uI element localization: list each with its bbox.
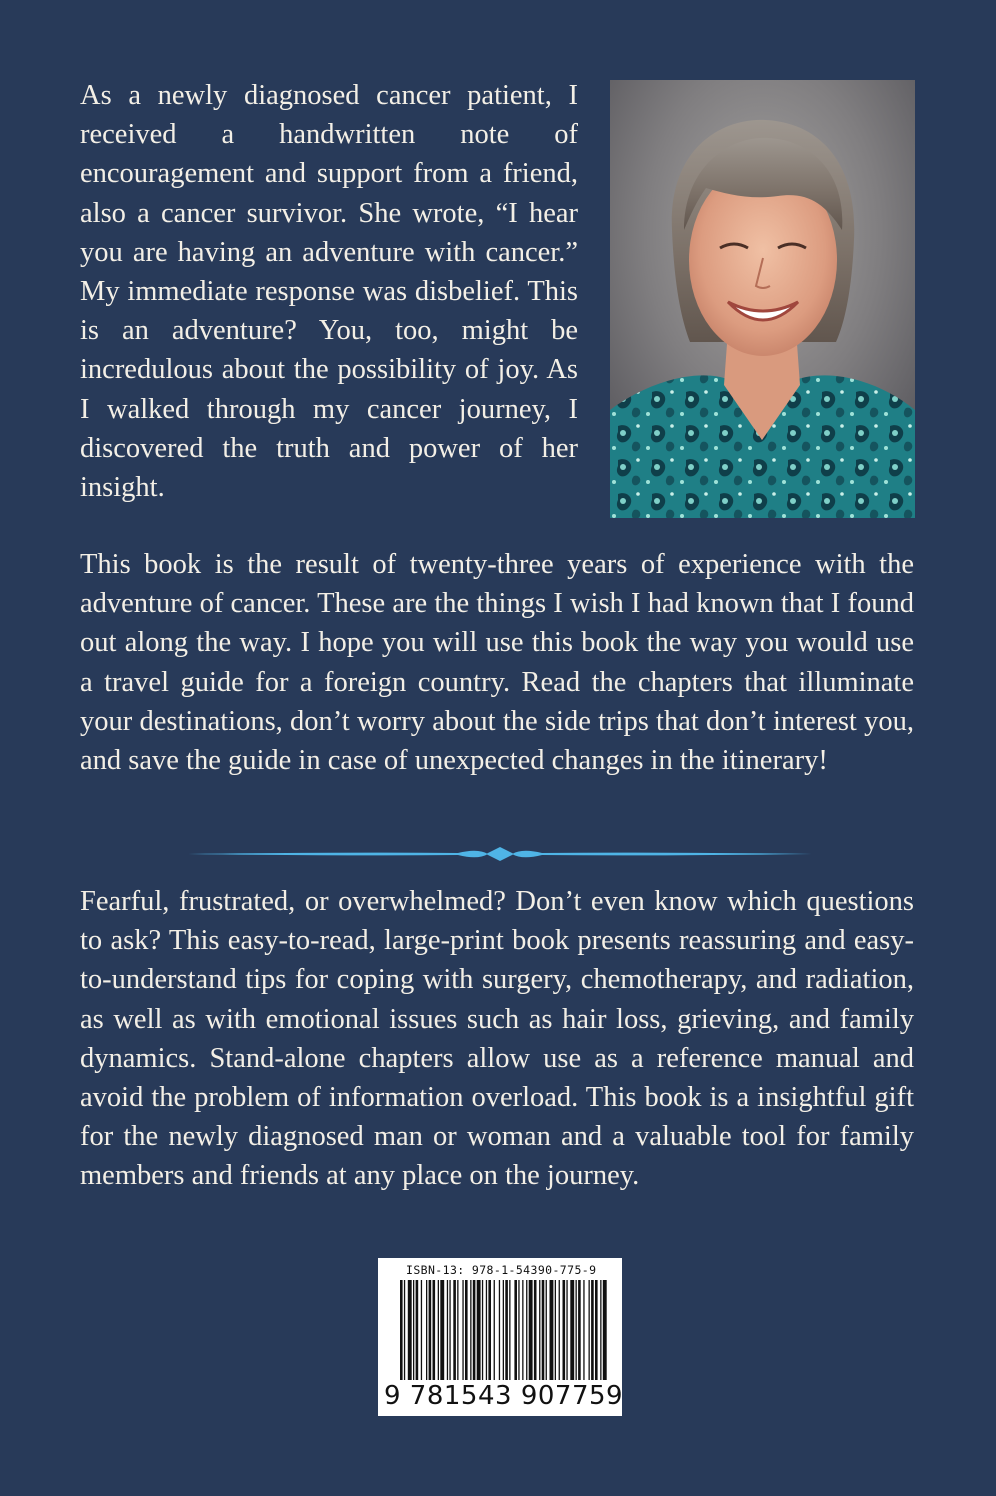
barcode-bar <box>546 1280 547 1380</box>
barcode-bar <box>534 1280 537 1380</box>
barcode-bar <box>529 1280 533 1380</box>
barcode-bar <box>578 1280 581 1380</box>
barcode-bar <box>433 1280 436 1380</box>
barcode-bar <box>514 1280 517 1380</box>
barcode-bar <box>603 1280 607 1380</box>
barcode-bar <box>542 1280 545 1380</box>
barcode-bar <box>477 1280 481 1380</box>
barcode-bar <box>509 1280 510 1380</box>
barcode-bar <box>591 1280 594 1380</box>
barcode-bar <box>505 1280 508 1380</box>
barcode-bar <box>539 1280 540 1380</box>
barcode-bar <box>550 1280 554 1380</box>
barcode-bar <box>559 1280 560 1380</box>
barcode-bar <box>488 1280 491 1380</box>
barcode-bar <box>555 1280 556 1380</box>
barcode-bar <box>570 1280 574 1380</box>
barcode-bar <box>421 1280 422 1380</box>
ornamental-divider <box>188 844 812 864</box>
barcode-bar <box>563 1280 566 1380</box>
barcode-bar <box>447 1280 448 1380</box>
barcode-bar <box>486 1280 487 1380</box>
barcode-bar <box>503 1280 504 1380</box>
barcode-bar <box>426 1280 427 1380</box>
barcode-bar <box>576 1280 577 1380</box>
isbn-label: ISBN-13: 978-1-54390-775-9 <box>406 1263 597 1277</box>
summary-paragraph: Fearful, frustrated, or overwhelmed? Don’t even know which questions to ask? This easy-to-read, large-print book presents reassuring and easy-to-understand tips for coping with surgery, chemotherapy, and radiation, as well as with emotional issues such as hair loss, grieving, and family dynamics. Stand-alone chapters allow use as a reference manual and avoid the problem of information overload. This book is a insightful gift for the newly diagnosed man or woman and a valuable tool for family members and friends at any place on the journey. <box>80 886 914 1192</box>
barcode-bar <box>566 1280 567 1380</box>
barcode-bar <box>522 1280 523 1380</box>
intro-paragraph: As a newly diagnosed cancer patient, I received a handwritten note of encouragement and support from a friend, also a cancer survivor. She wrote, “I hear you are having an adventure with cancer.” My immediate response was disbelief. This is an adventure? You, too, might be incredulous about the possibility of joy. As I walked through my cancer journey, I discovered the truth and power of her insight. <box>80 80 578 504</box>
barcode-bar <box>600 1280 601 1380</box>
barcode-bar <box>470 1280 471 1380</box>
barcode-bar <box>462 1280 463 1380</box>
barcode-bar <box>404 1280 405 1380</box>
description-paragraph: This book is the result of twenty-three years of experience with the adventure of cancer. These are the things I wish I had known that I found out along the way. I hope you will use this book the way you would use a travel guide for a foreign country. Read the chapters that illuminate your destinations, don’t worry about the side trips that don’t interest you, and save the guide in case of unexpected changes in the itinerary! <box>80 549 914 777</box>
isbn-barcode <box>378 1258 622 1416</box>
barcode-bar <box>589 1280 590 1380</box>
barcode-bar <box>473 1280 476 1380</box>
barcode-bar <box>494 1280 495 1380</box>
barcode-bar <box>438 1280 439 1380</box>
barcode-bar <box>400 1280 403 1380</box>
barcode-bar <box>595 1280 598 1380</box>
barcode-bar <box>453 1280 456 1380</box>
barcode-bar <box>518 1280 519 1380</box>
barcode-bar <box>465 1280 468 1380</box>
barcode-bar <box>526 1280 527 1380</box>
barcode-digits: 9 781543 907759 <box>384 1381 624 1411</box>
barcode-bar <box>457 1280 458 1380</box>
barcode-bar <box>416 1280 419 1380</box>
barcode-bar <box>449 1280 450 1380</box>
barcode-bar <box>482 1280 483 1380</box>
author-photo <box>610 80 915 518</box>
barcode-bar <box>440 1280 444 1380</box>
barcode-bar <box>413 1280 414 1380</box>
barcode-bar <box>429 1280 432 1380</box>
barcode-bar <box>499 1280 500 1380</box>
barcode-bar <box>583 1280 584 1380</box>
barcode-bar <box>408 1280 412 1380</box>
